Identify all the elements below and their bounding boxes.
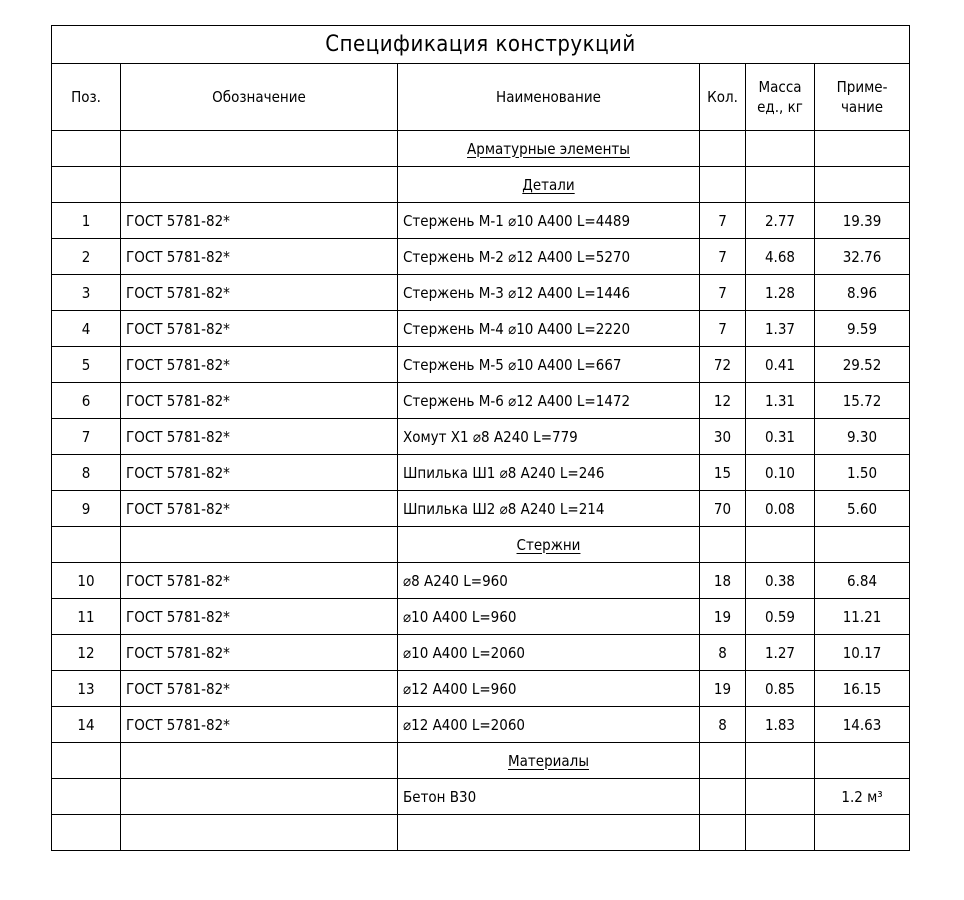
table-row — [52, 779, 910, 815]
header-note-line2: чание — [840, 98, 884, 116]
table-row — [52, 563, 910, 599]
cell-designation: ГОСТ 5781-82* — [121, 599, 398, 635]
cell-mass: 1.37 — [746, 311, 815, 347]
cell-designation: ГОСТ 5781-82* — [121, 239, 398, 275]
cell-note: 1.2 м³ — [815, 779, 910, 815]
table-row — [52, 311, 910, 347]
cell-mass: 2.77 — [746, 203, 815, 239]
cell-pos: 9 — [52, 491, 121, 527]
cell-name: ⌀10 А400 L=960 — [398, 599, 700, 635]
cell-designation — [121, 779, 398, 815]
cell-mass: 0.08 — [746, 491, 815, 527]
table-row — [52, 383, 910, 419]
cell-designation: ГОСТ 5781-82* — [121, 455, 398, 491]
table-row — [52, 275, 910, 311]
cell-mass: 0.31 — [746, 419, 815, 455]
cell-qty: 15 — [700, 455, 746, 491]
cell-name: Стержень М-3 ⌀12 А400 L=1446 — [398, 275, 700, 311]
cell-qty: 7 — [700, 203, 746, 239]
cell-note: 15.72 — [815, 383, 910, 419]
cell-name: Стержень М-4 ⌀10 А400 L=2220 — [398, 311, 700, 347]
table-row — [52, 635, 910, 671]
cell-qty: 7 — [700, 311, 746, 347]
cell-qty: 19 — [700, 599, 746, 635]
header-row — [52, 64, 910, 131]
table-row — [52, 203, 910, 239]
cell-pos — [52, 779, 121, 815]
cell-qty: 30 — [700, 419, 746, 455]
table-row — [52, 599, 910, 635]
cell-note: 10.17 — [815, 635, 910, 671]
cell-designation: ГОСТ 5781-82* — [121, 671, 398, 707]
table-row — [52, 491, 910, 527]
title-row — [52, 26, 910, 64]
cell-pos: 6 — [52, 383, 121, 419]
header-qty: Кол. — [700, 64, 746, 131]
cell-mass: 1.27 — [746, 635, 815, 671]
cell-qty: 7 — [700, 275, 746, 311]
cell-pos: 10 — [52, 563, 121, 599]
cell-mass: 0.38 — [746, 563, 815, 599]
cell-mass: 0.59 — [746, 599, 815, 635]
cell-designation: ГОСТ 5781-82* — [121, 383, 398, 419]
header-pos: Поз. — [52, 64, 121, 131]
cell-designation: ГОСТ 5781-82* — [121, 563, 398, 599]
cell-qty: 19 — [700, 671, 746, 707]
cell-designation: ГОСТ 5781-82* — [121, 419, 398, 455]
cell-pos: 14 — [52, 707, 121, 743]
specification-table — [51, 25, 910, 851]
cell-pos: 8 — [52, 455, 121, 491]
cell-qty: 72 — [700, 347, 746, 383]
cell-name: Шпилька Ш1 ⌀8 А240 L=246 — [398, 455, 700, 491]
cell-note: 1.50 — [815, 455, 910, 491]
table-body — [52, 131, 910, 851]
header-note — [815, 64, 910, 131]
cell-name: Шпилька Ш2 ⌀8 А240 L=214 — [398, 491, 700, 527]
cell-qty: 70 — [700, 491, 746, 527]
empty-row — [52, 815, 910, 851]
section-label: Арматурные элементы — [467, 139, 630, 158]
cell-qty: 18 — [700, 563, 746, 599]
cell-designation: ГОСТ 5781-82* — [121, 491, 398, 527]
cell-pos: 11 — [52, 599, 121, 635]
section-row — [52, 743, 910, 779]
cell-pos: 7 — [52, 419, 121, 455]
section-label: Детали — [522, 175, 575, 194]
cell-name: Стержень М-5 ⌀10 А400 L=667 — [398, 347, 700, 383]
table-row — [52, 671, 910, 707]
cell-note: 9.30 — [815, 419, 910, 455]
section-row — [52, 167, 910, 203]
section-label: Материалы — [508, 751, 589, 770]
cell-pos: 3 — [52, 275, 121, 311]
cell-pos: 2 — [52, 239, 121, 275]
cell-note: 8.96 — [815, 275, 910, 311]
cell-designation: ГОСТ 5781-82* — [121, 203, 398, 239]
cell-designation: ГОСТ 5781-82* — [121, 311, 398, 347]
cell-mass: 1.31 — [746, 383, 815, 419]
cell-designation: ГОСТ 5781-82* — [121, 275, 398, 311]
cell-note: 32.76 — [815, 239, 910, 275]
cell-note: 6.84 — [815, 563, 910, 599]
table-title: Спецификация конструкций — [52, 26, 910, 64]
cell-mass: 4.68 — [746, 239, 815, 275]
cell-mass — [746, 779, 815, 815]
header-designation: Обозначение — [121, 64, 398, 131]
cell-designation: ГОСТ 5781-82* — [121, 347, 398, 383]
cell-mass: 0.85 — [746, 671, 815, 707]
cell-name: Стержень М-1 ⌀10 А400 L=4489 — [398, 203, 700, 239]
cell-name: Хомут Х1 ⌀8 А240 L=779 — [398, 419, 700, 455]
cell-designation: ГОСТ 5781-82* — [121, 635, 398, 671]
cell-name: ⌀10 А400 L=2060 — [398, 635, 700, 671]
cell-note: 11.21 — [815, 599, 910, 635]
cell-name: Бетон В30 — [398, 779, 700, 815]
cell-qty: 8 — [700, 707, 746, 743]
cell-note: 9.59 — [815, 311, 910, 347]
cell-note: 14.63 — [815, 707, 910, 743]
section-row — [52, 131, 910, 167]
cell-pos: 13 — [52, 671, 121, 707]
table-row — [52, 419, 910, 455]
cell-pos: 1 — [52, 203, 121, 239]
cell-qty — [700, 779, 746, 815]
table-row — [52, 239, 910, 275]
cell-mass: 0.10 — [746, 455, 815, 491]
header-note-line1: Приме- — [836, 78, 888, 96]
cell-name: ⌀12 А400 L=2060 — [398, 707, 700, 743]
cell-pos: 12 — [52, 635, 121, 671]
cell-mass: 1.28 — [746, 275, 815, 311]
cell-pos: 4 — [52, 311, 121, 347]
section-label: Стержни — [516, 535, 581, 554]
cell-note: 19.39 — [815, 203, 910, 239]
cell-note: 29.52 — [815, 347, 910, 383]
cell-name: ⌀12 А400 L=960 — [398, 671, 700, 707]
header-mass-line1: Масса — [758, 78, 802, 96]
cell-mass: 1.83 — [746, 707, 815, 743]
cell-name: Стержень М-6 ⌀12 А400 L=1472 — [398, 383, 700, 419]
cell-note: 16.15 — [815, 671, 910, 707]
cell-qty: 8 — [700, 635, 746, 671]
cell-mass: 0.41 — [746, 347, 815, 383]
section-row — [52, 527, 910, 563]
cell-name: Стержень М-2 ⌀12 А400 L=5270 — [398, 239, 700, 275]
table-row — [52, 455, 910, 491]
table-row — [52, 707, 910, 743]
cell-pos: 5 — [52, 347, 121, 383]
cell-designation: ГОСТ 5781-82* — [121, 707, 398, 743]
cell-qty: 7 — [700, 239, 746, 275]
cell-note: 5.60 — [815, 491, 910, 527]
header-name: Наименование — [398, 64, 700, 131]
cell-qty: 12 — [700, 383, 746, 419]
header-mass-line2: ед., кг — [757, 98, 803, 116]
table-row — [52, 347, 910, 383]
cell-name: ⌀8 А240 L=960 — [398, 563, 700, 599]
header-mass — [746, 64, 815, 131]
